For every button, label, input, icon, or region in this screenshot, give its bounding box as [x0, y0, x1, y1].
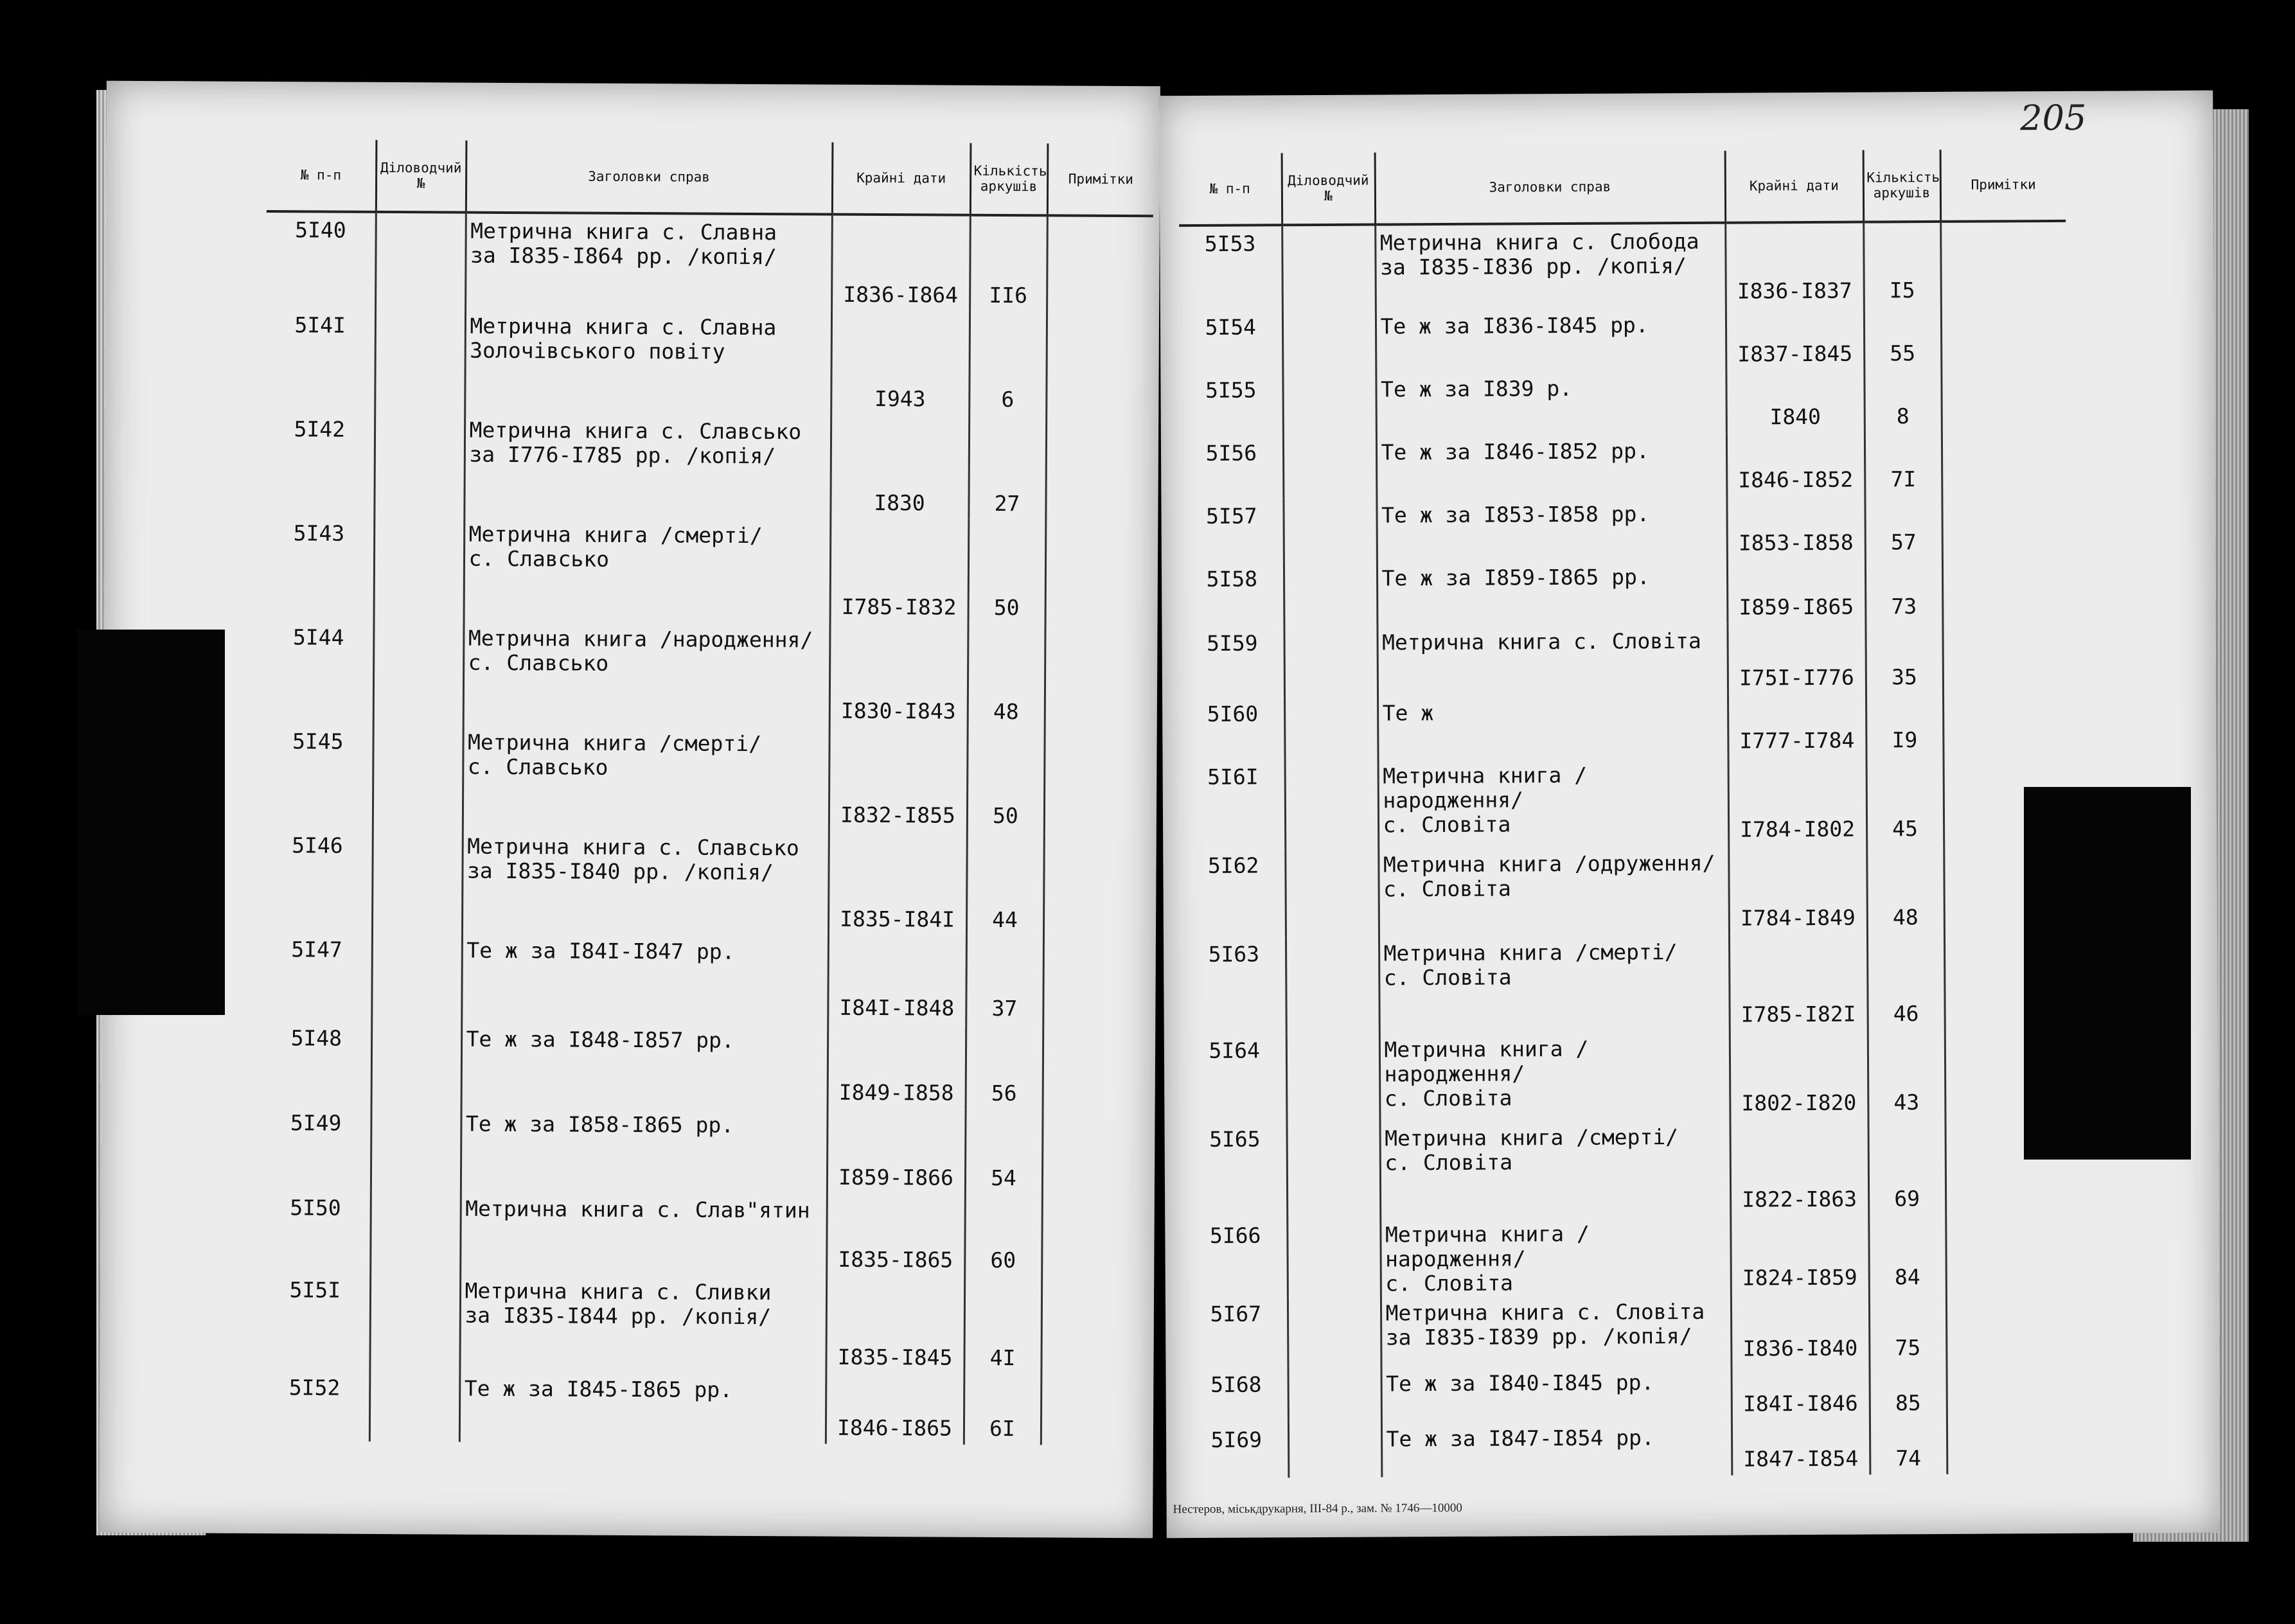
date-range: I802-I820 — [1730, 1030, 1868, 1120]
case-number: 5I67 — [1210, 1301, 1262, 1327]
date-range: I859-I865 — [1727, 559, 1866, 624]
case-title: Те ж за I858-I865 рр. — [461, 1107, 828, 1194]
header-num: № п-п — [1179, 153, 1282, 225]
notes-cell — [1942, 558, 2068, 622]
date-range: I777-I784 — [1728, 694, 1866, 757]
date-range: I836-I840 — [1731, 1293, 1870, 1364]
header-num: № п-п — [267, 139, 377, 212]
case-title: Метрична книга с. Словіта — [1377, 624, 1728, 696]
case-title: Те ж за I859-I865 рр. — [1377, 560, 1728, 626]
date-range: I943 — [831, 311, 970, 416]
case-number: 5I66 — [1209, 1222, 1261, 1248]
date-range: I830 — [830, 415, 969, 520]
table-row — [1185, 1363, 2071, 1423]
case-number: 5I55 — [1205, 377, 1257, 403]
case-title: Те ж за I840-I845 рр. — [1381, 1364, 1731, 1422]
clerk-number — [1288, 1296, 1381, 1367]
header-clerk: Діловодчий № — [1282, 153, 1376, 225]
case-title: Те ж за I836-I845 рр. — [1376, 308, 1726, 373]
notes-cell — [1946, 1363, 2071, 1419]
date-range: I846-I865 — [826, 1373, 964, 1445]
sheet-count: 43 — [1868, 1030, 1945, 1119]
date-range: I835-I84I — [828, 831, 967, 936]
sheet-count: 27 — [968, 416, 1046, 520]
notes-cell — [1943, 693, 2069, 756]
table-row — [261, 1106, 1149, 1195]
case-number: 5I58 — [1206, 566, 1258, 592]
notes-cell — [1941, 306, 2067, 369]
case-number: 5I5I — [289, 1277, 341, 1303]
case-title: Метрична книга /народження/ с. Словіта — [1380, 1216, 1731, 1296]
clerk-number — [1285, 759, 1379, 849]
sheet-count: 85 — [1869, 1364, 1946, 1420]
table-row — [1180, 369, 2066, 436]
date-range: I836-I864 — [831, 215, 970, 312]
header-dates: Крайні дати — [1725, 150, 1864, 223]
case-number: 5I45 — [292, 728, 344, 754]
left-page — [99, 81, 1160, 1539]
sheet-count: 6I — [964, 1374, 1041, 1445]
notes-cell — [1942, 622, 2068, 693]
header-notes: Примітки — [1940, 149, 2066, 222]
table-row — [1183, 933, 2070, 1034]
case-number: 5I44 — [292, 624, 344, 650]
sheet-count: I5 — [1863, 222, 1941, 307]
clerk-number — [369, 1371, 460, 1442]
sheet-count: 4I — [964, 1276, 1041, 1375]
date-range: I837-I845 — [1726, 307, 1865, 371]
case-title: Те ж за I839 р. — [1376, 371, 1726, 436]
table-row — [265, 516, 1152, 624]
sheet-count: 46 — [1867, 933, 1945, 1030]
register-table-right — [1179, 149, 2073, 1478]
case-title: Метрична книга /народження/ с. Славсько — [463, 621, 830, 727]
case-number: 5I6I — [1207, 764, 1259, 790]
sheet-count: 50 — [968, 520, 1046, 624]
header-notes: Примітки — [1047, 143, 1154, 216]
case-number: 5I46 — [292, 833, 343, 858]
notes-cell — [1947, 1418, 2072, 1474]
case-title: Метрична книга /народження/ с. Словіта — [1379, 1031, 1730, 1122]
clerk-number — [371, 1106, 461, 1192]
date-range: I835-I845 — [826, 1276, 964, 1374]
notes-cell — [1942, 495, 2068, 558]
case-number: 5I65 — [1209, 1126, 1261, 1152]
case-number: 5I49 — [290, 1110, 342, 1136]
sheet-count: 60 — [964, 1194, 1042, 1277]
notes-cell — [1047, 215, 1153, 312]
print-footer: Нестеров, міськдрукарня, III-84 р., зам. № 1746—10000 — [1173, 1501, 1462, 1517]
header-dates: Крайні дати — [832, 143, 971, 215]
sheet-count: 6 — [969, 312, 1047, 416]
sheet-count: 69 — [1868, 1118, 1945, 1215]
sheet-count: I9 — [1866, 693, 1944, 757]
sheet-count: 8 — [1864, 369, 1942, 433]
sheet-count: 75 — [1869, 1293, 1947, 1364]
case-title: Те ж за I846-I852 рр. — [1376, 434, 1727, 499]
table-row — [265, 412, 1152, 520]
case-number: 5I42 — [294, 416, 346, 442]
case-number: 5I53 — [1204, 231, 1256, 256]
date-range: I84I-I846 — [1731, 1364, 1869, 1420]
date-range: I847-I854 — [1732, 1419, 1870, 1475]
sheet-count: II6 — [970, 215, 1047, 312]
clerk-number — [375, 308, 465, 413]
case-number: 5I43 — [293, 520, 345, 546]
clerk-number — [371, 933, 462, 1022]
case-title: Метрична книга с. Слобода за I835-I836 рр. /копія/ — [1375, 223, 1726, 310]
case-title: Метрична книга с. Слав"ятин — [460, 1192, 827, 1276]
case-title: Метрична книга /смерті/ с. Славсько — [463, 725, 829, 831]
table-row — [1181, 558, 2068, 626]
clerk-number — [1286, 937, 1379, 1034]
sheet-count: 37 — [966, 936, 1043, 1025]
sheet-count: 48 — [968, 624, 1045, 728]
sheet-count: 7I — [1865, 432, 1942, 496]
table-row — [263, 724, 1151, 833]
sheet-count: 57 — [1865, 495, 1942, 559]
header-sheets: Кількість аркушів — [970, 143, 1048, 216]
clerk-number — [374, 412, 465, 517]
clerk-number — [1282, 310, 1376, 373]
date-range: I822-I863 — [1730, 1119, 1868, 1216]
case-number: 5I59 — [1206, 630, 1258, 656]
case-number: 5I48 — [290, 1025, 342, 1051]
index-tab-left — [77, 630, 225, 1015]
case-number: 5I62 — [1207, 852, 1259, 878]
clerk-number — [370, 1191, 461, 1274]
date-range: I859-I866 — [827, 1109, 966, 1194]
sheet-count: 45 — [1866, 756, 1944, 845]
notes-cell — [1045, 416, 1152, 520]
date-range: I853-I858 — [1726, 496, 1865, 560]
header-sheets: Кількість аркушів — [1863, 150, 1941, 222]
table-row — [1181, 622, 2068, 697]
date-range: I846-I852 — [1726, 433, 1865, 497]
clerk-number — [1288, 1366, 1381, 1422]
table-row — [1179, 221, 2066, 310]
clerk-number — [374, 516, 465, 621]
clerk-number — [1282, 225, 1376, 310]
case-title: Те ж — [1378, 694, 1728, 759]
sheet-count: 50 — [967, 728, 1045, 833]
date-range: I785-I82I — [1729, 934, 1868, 1031]
header-title: Заголовки справ — [466, 141, 833, 215]
table-row — [1180, 432, 2067, 499]
table-header-right — [1179, 149, 2066, 225]
case-number: 5I40 — [295, 217, 346, 243]
clerk-number — [1283, 436, 1377, 499]
case-title: Метрична книга /смерті/ с. Словіта — [1379, 935, 1730, 1033]
case-number: 5I50 — [290, 1195, 341, 1221]
clerk-number — [1284, 696, 1378, 760]
table-header-left — [267, 139, 1154, 216]
notes-cell — [1946, 1293, 2072, 1364]
case-title: Метрична книга с. Славна Золочівського повіту — [465, 309, 831, 415]
case-number: 5I4I — [294, 312, 346, 338]
clerk-number — [1286, 1033, 1380, 1122]
sheet-count: 56 — [966, 1025, 1043, 1110]
date-range: I84I-I848 — [828, 935, 966, 1025]
table-row — [1180, 306, 2066, 373]
notes-cell — [1041, 1194, 1148, 1277]
table-row — [261, 1190, 1148, 1277]
case-title: Те ж за I848-I857 рр. — [461, 1022, 828, 1109]
case-number: 5I63 — [1208, 941, 1260, 967]
sheet-count: 84 — [1868, 1215, 1946, 1293]
clerk-number — [373, 725, 463, 829]
date-range: I824-I859 — [1730, 1215, 1869, 1294]
sheet-count: 73 — [1865, 558, 1943, 623]
index-tab-right — [2024, 787, 2191, 1160]
table-row — [264, 620, 1151, 728]
clerk-number — [372, 829, 463, 933]
notes-cell — [1044, 728, 1151, 833]
notes-cell — [1045, 624, 1151, 728]
table-row — [1182, 755, 2069, 849]
table-row — [1180, 495, 2067, 562]
table-row — [1182, 844, 2069, 937]
notes-cell — [1940, 221, 2066, 306]
clerk-number — [1284, 561, 1378, 626]
table-body-left — [260, 211, 1153, 1445]
case-number: 5I69 — [1210, 1427, 1263, 1452]
notes-cell — [1042, 1109, 1149, 1195]
table-row — [263, 828, 1150, 937]
case-title: Метрична книга /смерті/ с. Словіта — [1379, 1120, 1730, 1218]
case-title: Те ж за I84I-I847 рр. — [461, 933, 828, 1024]
date-range: I840 — [1726, 370, 1865, 434]
notes-cell — [1041, 1374, 1148, 1445]
case-title: Те ж за I853-I858 рр. — [1376, 497, 1727, 561]
notes-cell — [1045, 520, 1152, 624]
case-title: Те ж за I845-I865 рр. — [459, 1372, 826, 1444]
table-row — [1184, 1214, 2071, 1297]
sheet-count: 35 — [1865, 622, 1943, 694]
case-number: 5I52 — [288, 1375, 341, 1400]
date-range: I784-I802 — [1728, 757, 1867, 846]
notes-cell — [1942, 432, 2068, 495]
clerk-number — [1286, 1122, 1380, 1219]
case-number: 5I60 — [1207, 701, 1259, 727]
case-number: 5I64 — [1209, 1037, 1261, 1063]
page-number: 205 — [2020, 97, 2087, 139]
case-title: Те ж за I847-I854 рр. — [1381, 1420, 1732, 1477]
notes-cell — [1043, 1025, 1149, 1110]
sheet-count: 48 — [1866, 845, 1944, 934]
notes-cell — [1945, 1214, 2071, 1293]
notes-cell — [1043, 832, 1150, 937]
case-title: Метрична книга /народження/ с. Словіта — [1378, 757, 1729, 848]
table-row — [260, 1273, 1148, 1375]
date-range: I830-I843 — [829, 623, 968, 728]
date-range: I849-I858 — [828, 1024, 966, 1109]
case-title: Метрична книга /смерті/ с. Славсько — [464, 517, 831, 623]
table-row — [266, 211, 1153, 312]
notes-cell — [1043, 936, 1149, 1025]
clerk-number — [1285, 848, 1379, 937]
table-row — [1182, 693, 2068, 760]
case-title: Метрична книга с. Сливки за I835-I844 рр. /копія/ — [459, 1274, 826, 1373]
case-title: Метрична книга с. Славсько за I776-I785 рр. /копія/ — [464, 413, 831, 519]
date-range: I832-I855 — [829, 727, 968, 832]
table-row — [1183, 1029, 2071, 1122]
register-table-left — [260, 139, 1154, 1445]
sheet-count: 54 — [965, 1109, 1043, 1195]
case-number: 5I56 — [1205, 440, 1257, 466]
sheet-count: 74 — [1870, 1419, 1947, 1475]
table-row — [1185, 1418, 2072, 1478]
table-body-right — [1179, 221, 2072, 1478]
table-row — [262, 1021, 1149, 1110]
date-range: I785-I832 — [830, 519, 969, 624]
clerk-number — [1287, 1218, 1381, 1297]
clerk-number — [371, 1021, 462, 1107]
date-range: I836-I837 — [1725, 222, 1864, 308]
clerk-number — [1282, 373, 1376, 436]
clerk-number — [1283, 499, 1377, 562]
case-title: Метрична книга /одруження/ с. Словіта — [1378, 846, 1729, 937]
date-range: I835-I865 — [826, 1194, 965, 1276]
notes-cell — [1941, 369, 2067, 432]
date-range: I75I-I776 — [1727, 623, 1866, 694]
table-row — [265, 308, 1153, 416]
clerk-number — [369, 1273, 460, 1372]
table-row — [260, 1370, 1148, 1445]
notes-cell — [1041, 1276, 1148, 1375]
case-title: Метрична книга с. Славна за I835-I864 рр. /копія/ — [465, 213, 832, 311]
case-number: 5I54 — [1205, 314, 1257, 340]
table-row — [262, 932, 1149, 1025]
case-number: 5I68 — [1210, 1372, 1262, 1397]
clerk-number — [1284, 626, 1378, 697]
case-number: 5I47 — [291, 937, 342, 962]
table-row — [1185, 1293, 2072, 1368]
notes-cell — [1046, 312, 1153, 416]
sheet-count: 44 — [966, 832, 1044, 937]
case-title: Метрична книга с. Словіта за I835-I839 рр. /копія/ — [1381, 1294, 1732, 1366]
case-number: 5I57 — [1205, 503, 1257, 529]
clerk-number — [373, 621, 464, 725]
table-row — [1184, 1118, 2071, 1219]
clerk-number — [1288, 1422, 1381, 1478]
header-clerk: Діловодчий № — [376, 140, 466, 213]
clerk-number — [375, 212, 466, 309]
case-title: Метрична книга с. Славсько за I835-I840 рр. /копія/ — [462, 829, 829, 935]
date-range: I784-I849 — [1728, 845, 1867, 935]
header-title: Заголовки справ — [1375, 151, 1726, 225]
sheet-count: 55 — [1864, 306, 1942, 370]
